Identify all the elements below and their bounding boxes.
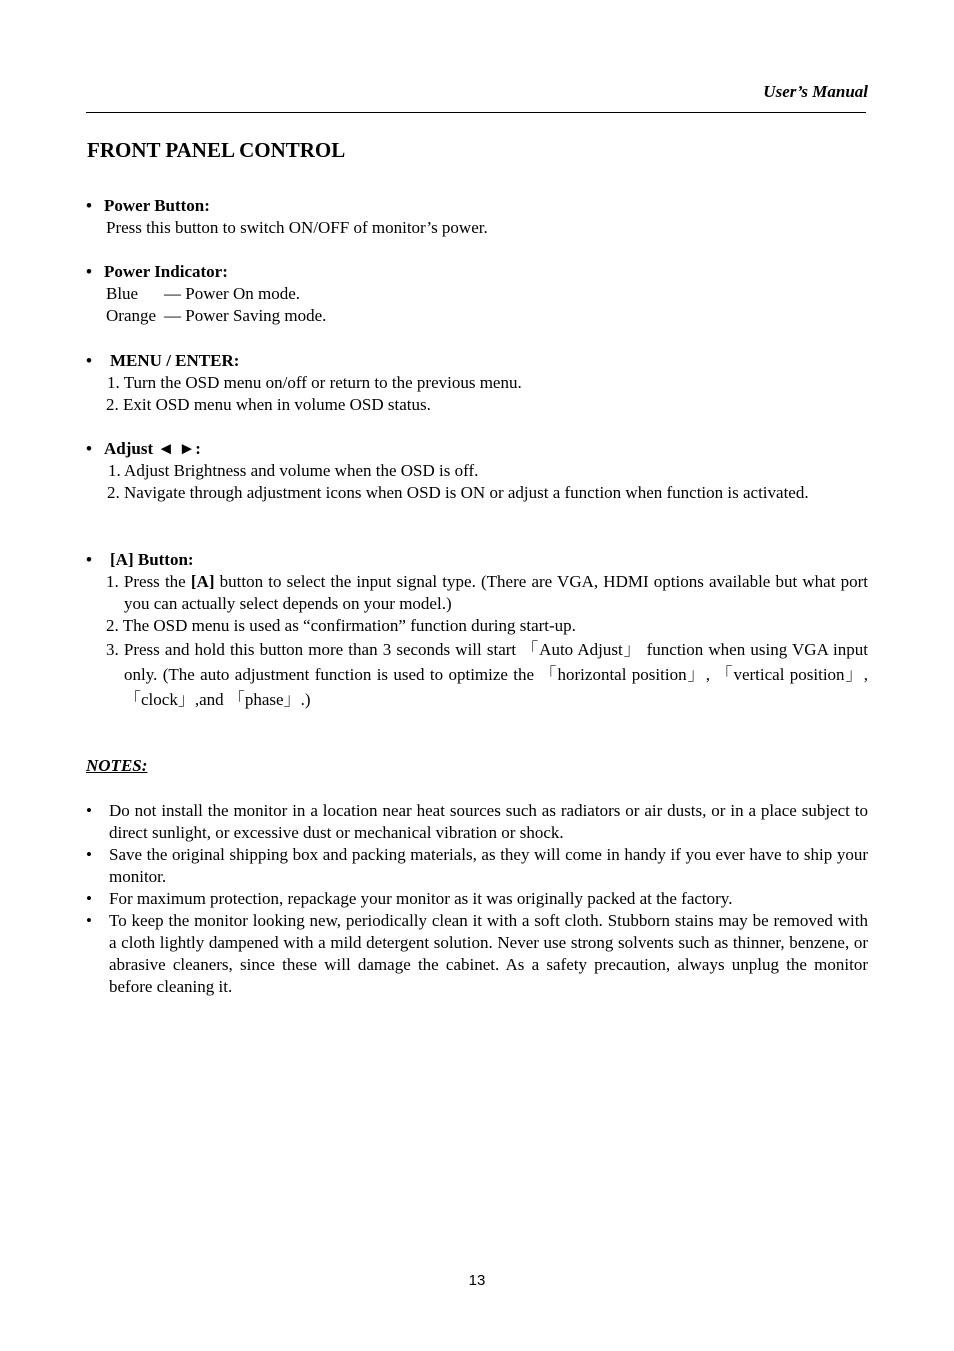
power-button-heading: • Power Button: bbox=[86, 196, 210, 215]
adjust-item-2: 2. Navigate through adjustment icons when OSD is ON or adjust a function when function is activated. bbox=[107, 483, 809, 502]
list-item: • To keep the monitor looking new, periodically clean it with a soft cloth. Stubborn stains may be removed with a cloth lightly dampened with a mild detergent solution. Never use strong solvents such as thinner, benzene, or abrasive cleaners, since these will damage the cabinet. As a safety precaution, always unplug the monitor before cleaning it. bbox=[86, 911, 868, 996]
bullet-icon: • bbox=[86, 196, 92, 215]
a-button-item-2: 2. The OSD menu is used as “confirmation” function during start-up. bbox=[106, 616, 576, 635]
menu-enter-item-1: 1. Turn the OSD menu on/off or return to the previous menu. bbox=[107, 373, 522, 392]
adjust-section bbox=[86, 438, 868, 504]
a-button-heading: • [A] Button: bbox=[86, 550, 194, 569]
menu-enter-heading: • MENU / ENTER: bbox=[86, 351, 240, 370]
bullet-icon: • bbox=[86, 845, 92, 864]
notes-list bbox=[86, 800, 868, 998]
section-title: FRONT PANEL CONTROL bbox=[87, 138, 346, 162]
power-button-desc: Press this button to switch ON/OFF of monitor’s power. bbox=[106, 218, 488, 237]
page-number: 13 bbox=[468, 1272, 486, 1289]
a-button-item-1: 1. Press the [A] button to select the input signal type. (There are VGA, HDMI options available but what port you can actually select depends on your model.) bbox=[106, 572, 868, 613]
bullet-icon: • bbox=[86, 550, 92, 569]
bullet-icon: • bbox=[86, 911, 92, 930]
list-item: • Save the original shipping box and packing materials, as they will come in handy if you ever have to ship your monitor. bbox=[86, 845, 868, 886]
bullet-icon: • bbox=[86, 262, 92, 281]
a-button-item-3: 3. Press and hold this button more than 3 seconds will start 「Auto Adjust」 function when using VGA input only. (The auto adjustment function is used to optimize the 「horizontal position」, 「vertical position」,「clock」,and 「phase」.) bbox=[106, 640, 868, 709]
list-item: • Do not install the monitor in a location near heat sources such as radiators or air dusts, or in a place subject to direct sunlight, or excessive dust or mechanical vibration or shock. bbox=[86, 801, 868, 842]
power-indicator-heading: • Power Indicator: bbox=[86, 262, 228, 281]
menu-enter-item-2: 2. Exit OSD menu when in volume OSD status. bbox=[106, 395, 431, 414]
adjust-item-1: 1. Adjust Brightness and volume when the OSD is off. bbox=[108, 461, 479, 480]
notes-title: NOTES: bbox=[86, 756, 148, 775]
bullet-icon: • bbox=[86, 801, 92, 820]
power-indicator-section bbox=[86, 261, 868, 327]
bullet-icon: • bbox=[86, 889, 92, 908]
running-header: User’s Manual bbox=[763, 82, 868, 101]
indicator-blue: Blue — Power On mode. bbox=[106, 284, 300, 303]
power-button-section bbox=[86, 195, 868, 239]
indicator-orange: Orange — Power Saving mode. bbox=[106, 306, 327, 325]
a-button-section bbox=[86, 549, 868, 712]
list-item: • For maximum protection, repackage your monitor as it was originally packed at the factory. bbox=[86, 889, 733, 908]
header-rule bbox=[86, 112, 866, 113]
bullet-icon: • bbox=[86, 351, 92, 370]
menu-enter-section bbox=[86, 350, 868, 416]
bullet-icon: • bbox=[86, 439, 92, 458]
adjust-heading: • Adjust ◄ ►: bbox=[86, 439, 201, 458]
